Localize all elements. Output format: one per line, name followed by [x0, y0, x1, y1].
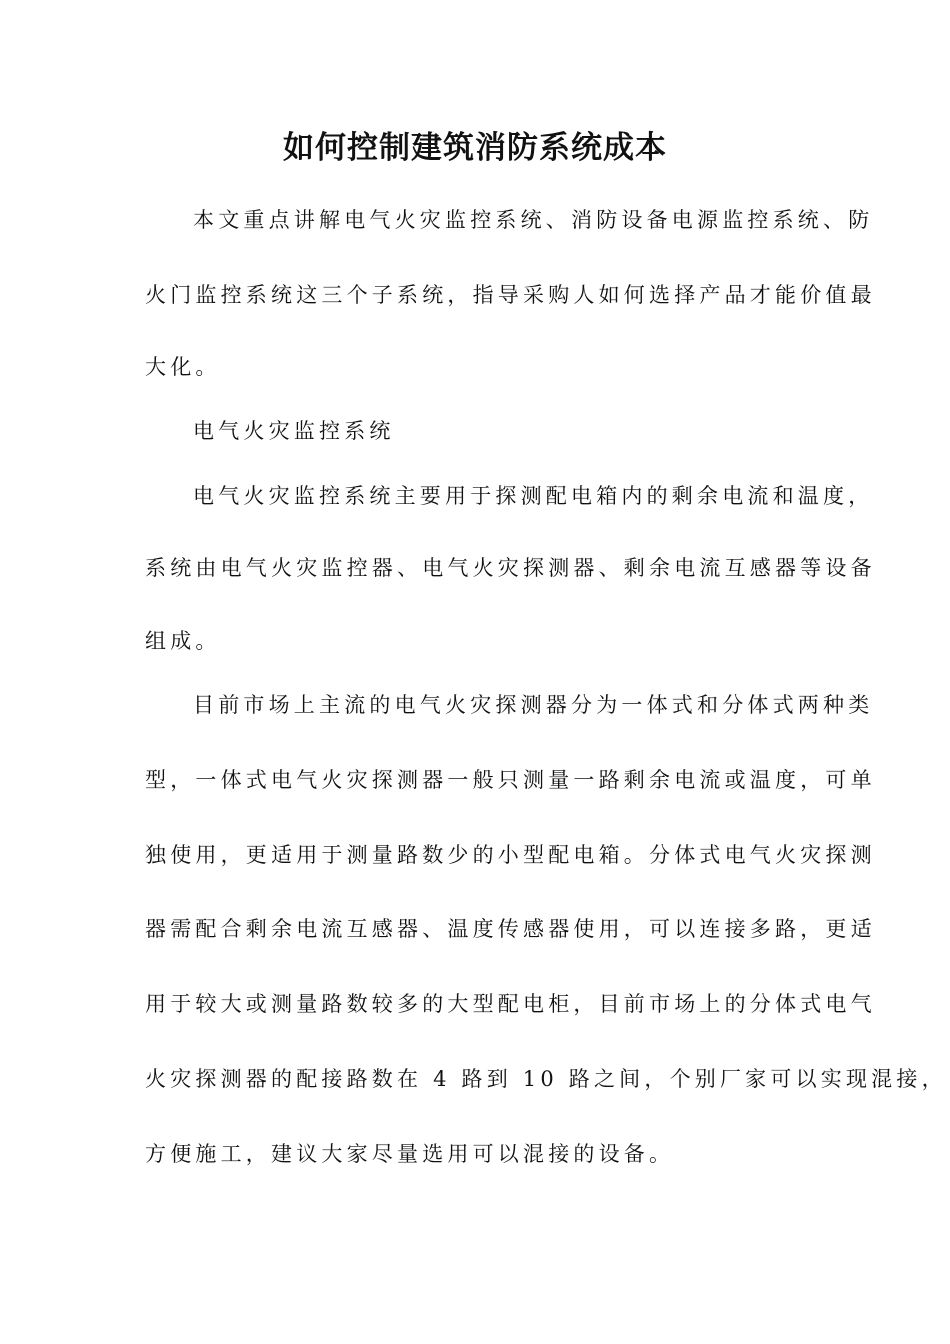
- section-heading: 电气火灾监控系统: [193, 419, 395, 443]
- paragraph-line: 火门监控系统这三个子系统，指导采购人如何选择产品才能价值最: [145, 283, 876, 307]
- paragraph-line: 用于较大或测量路数较多的大型配电柜，目前市场上的分体式电气: [145, 992, 876, 1016]
- paragraph-line: 大化。: [145, 355, 221, 379]
- document-title: 如何控制建筑消防系统成本: [283, 130, 667, 166]
- paragraph-line: 系统由电气火灾监控器、电气火灾探测器、剩余电流互感器等设备: [145, 556, 876, 580]
- paragraph-line: 火灾探测器的配接路数在 4 路到 10 路之间，个别厂家可以实现混接，: [145, 1067, 947, 1091]
- paragraph-line: 器需配合剩余电流互感器、温度传感器使用，可以连接多路，更适: [145, 917, 876, 941]
- paragraph-line: 电气火灾监控系统主要用于探测配电箱内的剩余电流和温度，: [193, 484, 874, 508]
- paragraph-line: 本文重点讲解电气火灾监控系统、消防设备电源监控系统、防: [193, 208, 874, 232]
- paragraph-line: 目前市场上主流的电气火灾探测器分为一体式和分体式两种类: [193, 693, 874, 717]
- paragraph-line: 型，一体式电气火灾探测器一般只测量一路剩余电流或温度，可单: [145, 768, 876, 792]
- paragraph-line: 方便施工，建议大家尽量选用可以混接的设备。: [145, 1142, 675, 1166]
- paragraph-line: 组成。: [145, 629, 221, 653]
- paragraph-line: 独使用，更适用于测量路数少的小型配电箱。分体式电气火灾探测: [145, 843, 876, 867]
